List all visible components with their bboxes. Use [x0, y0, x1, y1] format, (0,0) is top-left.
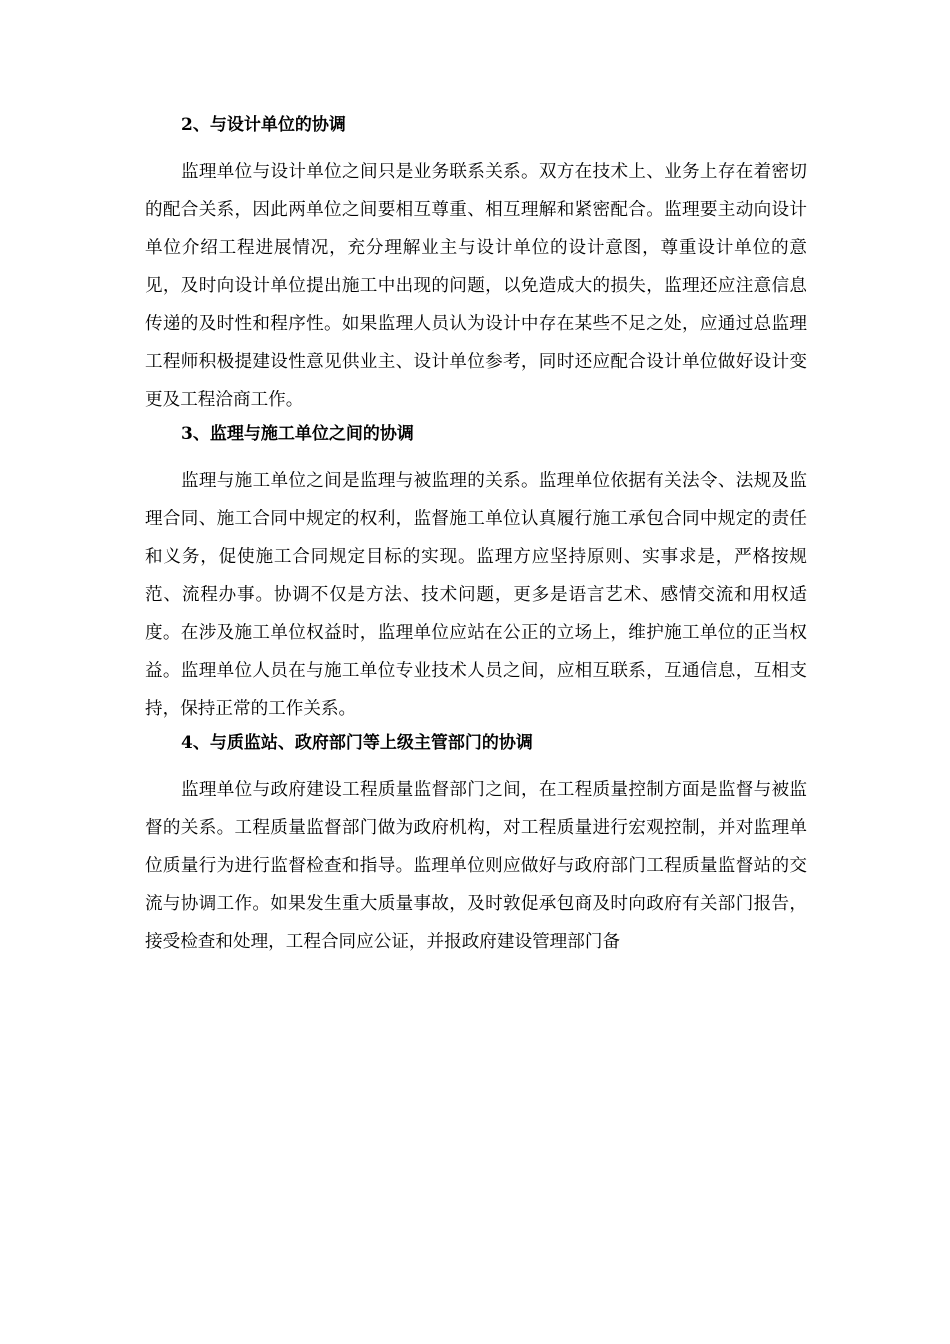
section-heading: 2、与设计单位的协调 — [181, 115, 346, 135]
section-construction-unit-coordination — [145, 423, 807, 728]
section-heading: 4、与质监站、政府部门等上级主管部门的协调 — [181, 733, 533, 753]
section-government-coordination — [145, 732, 807, 961]
section-design-unit-coordination — [145, 114, 807, 419]
section-paragraph: 监理单位与政府建设工程质量监督部门之间，在工程质量控制方面是监督与被监督的关系。工程质量监督部门做为政府机构，对工程质量进行宏观控制，并对监理单位质量行为进行监督检查和指导。监理单位则应做好与政府部门工程质量监督站的交流与协调工作。如果发生重大质量事故，及时敦促承包商及时向政府有关部门报告，接受检查和处理，工程合同应公证，并报政府建设管理部门备 — [145, 780, 807, 952]
section-paragraph: 监理与施工单位之间是监理与被监理的关系。监理单位依据有关法令、法规及监理合同、施工合同中规定的权利，监督施工单位认真履行施工承包合同中规定的责任和义务，促使施工合同规定目标的实现。监理方应坚持原则、实事求是，严格按规范、流程办事。协调不仅是方法、技术问题，更多是语言艺术、感情交流和用权适度。在涉及施工单位权益时，监理单位应站在公正的立场上，维护施工单位的正当权益。监理单位人员在与施工单位专业技术人员之间，应相互联系，互通信息，互相支持，保持正常的工作关系。 — [145, 471, 807, 719]
section-paragraph: 监理单位与设计单位之间只是业务联系关系。双方在技术上、业务上存在着密切的配合关系，因此两单位之间要相互尊重、相互理解和紧密配合。监理要主动向设计单位介绍工程进展情况，充分理解业主与设计单位的设计意图，尊重设计单位的意见，及时向设计单位提出施工中出现的问题，以免造成大的损失，监理还应注意信息传递的及时性和程序性。如果监理人员认为设计中存在某些不足之处，应通过总监理工程师积极提建设性意见供业主、设计单位参考，同时还应配合设计单位做好设计变更及工程洽商工作。 — [145, 162, 807, 410]
section-heading: 3、监理与施工单位之间的协调 — [181, 424, 414, 444]
document-page — [145, 114, 807, 961]
